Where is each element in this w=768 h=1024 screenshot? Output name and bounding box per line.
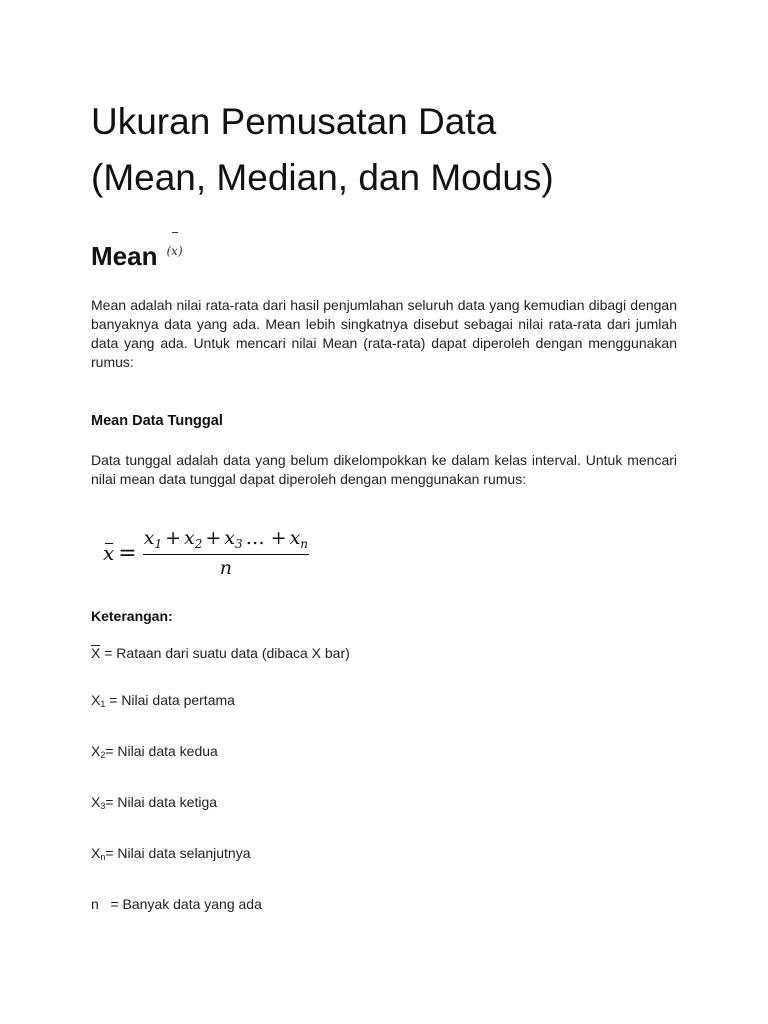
formula-numerator (143, 527, 309, 555)
keterangan-symbol (91, 691, 105, 714)
formula-operator: + (165, 527, 181, 549)
formula-equals: = (118, 540, 137, 566)
keterangan-symbol-subscript: n (100, 852, 106, 862)
tunggal-paragraph: Data tunggal adalah data yang belum dikelompokkan ke dalam kelas interval. Untuk mencari nilai mean data tunggal dapat diperoleh dengan menggunakan rumus: (91, 452, 677, 487)
keterangan-text: = Nilai data pertama (105, 692, 235, 708)
formula-denominator: n (219, 557, 232, 579)
keterangan-item (91, 793, 677, 816)
keterangan-symbol (91, 793, 105, 816)
formula-term: $x_3$ (224, 527, 243, 551)
keterangan-label: Keterangan: (91, 608, 173, 624)
formula-fraction (143, 527, 309, 579)
mean-paragraph: Mean adalah nilai rata-rata dari hasil penjumlahan seluruh data yang kemudian dibagi dengan banyaknya data yang ada. Mean lebih singkatnya disebut sebagai nilai rata-rata dari jumlah data yang ada. Untuk mencari nilai Mean (rata-rata) dapat diperoleh dengan menggunakan rumus: (91, 297, 677, 370)
formula-term-subscript: 3 (235, 537, 243, 551)
keterangan-symbol-base: X (91, 743, 101, 759)
keterangan-symbol-subscript: 1 (100, 699, 106, 709)
mean-heading (91, 236, 677, 281)
mean-heading-text: Mean (91, 241, 158, 271)
keterangan-item (91, 844, 677, 867)
mean-symbol: (x) (166, 231, 182, 271)
formula-term-subscript: 1 (154, 537, 163, 551)
keterangan-symbol (91, 844, 105, 867)
keterangan-item (91, 691, 677, 714)
keterangan-text: = Nilai data kedua (105, 743, 218, 759)
keterangan-text: = Nilai data selanjutnya (105, 845, 251, 861)
formula-term-subscript: n (300, 537, 309, 551)
formula-lhs (103, 541, 114, 565)
keterangan-text: = Banyak data yang ada (98, 896, 262, 912)
keterangan-symbol (91, 742, 105, 765)
page-title (91, 94, 677, 206)
formula-operator: + (270, 527, 287, 549)
keterangan-list (91, 644, 677, 914)
mean-formula (103, 527, 677, 579)
formula-term: $x_n$ (289, 527, 309, 551)
keterangan-symbol-base: X (91, 845, 101, 861)
keterangan-symbol-base: X (91, 692, 101, 708)
formula-term: $x_2$ (184, 527, 203, 551)
title-line-2: (Mean, Median, dan Modus) (91, 157, 554, 198)
keterangan-text: = Nilai data ketiga (105, 794, 218, 810)
keterangan-item (91, 644, 677, 663)
formula-term-subscript: 2 (194, 537, 203, 551)
keterangan-text: = Rataan dari suatu data (dibaca X bar) (100, 645, 350, 661)
keterangan-symbol-base: X (91, 645, 101, 661)
keterangan-symbol (91, 895, 99, 914)
keterangan-symbol-base: X (91, 794, 101, 810)
mean-data-tunggal-heading: Mean Data Tunggal (91, 413, 223, 429)
keterangan-symbol-subscript: 2 (100, 750, 106, 760)
formula-operator: + (205, 527, 222, 549)
formula-term: $x_1$ (143, 527, 163, 551)
formula-operator: … (245, 527, 265, 549)
keterangan-item (91, 742, 677, 765)
title-line-1: Ukuran Pemusatan Data (91, 101, 497, 142)
keterangan-item (91, 895, 677, 914)
keterangan-symbol-base: n (91, 896, 99, 912)
mean-symbol-x: x (171, 231, 178, 271)
formula-xbar: x (103, 541, 115, 565)
keterangan-symbol-subscript: 3 (100, 801, 106, 811)
document-content (91, 94, 677, 942)
keterangan-symbol (91, 644, 100, 663)
